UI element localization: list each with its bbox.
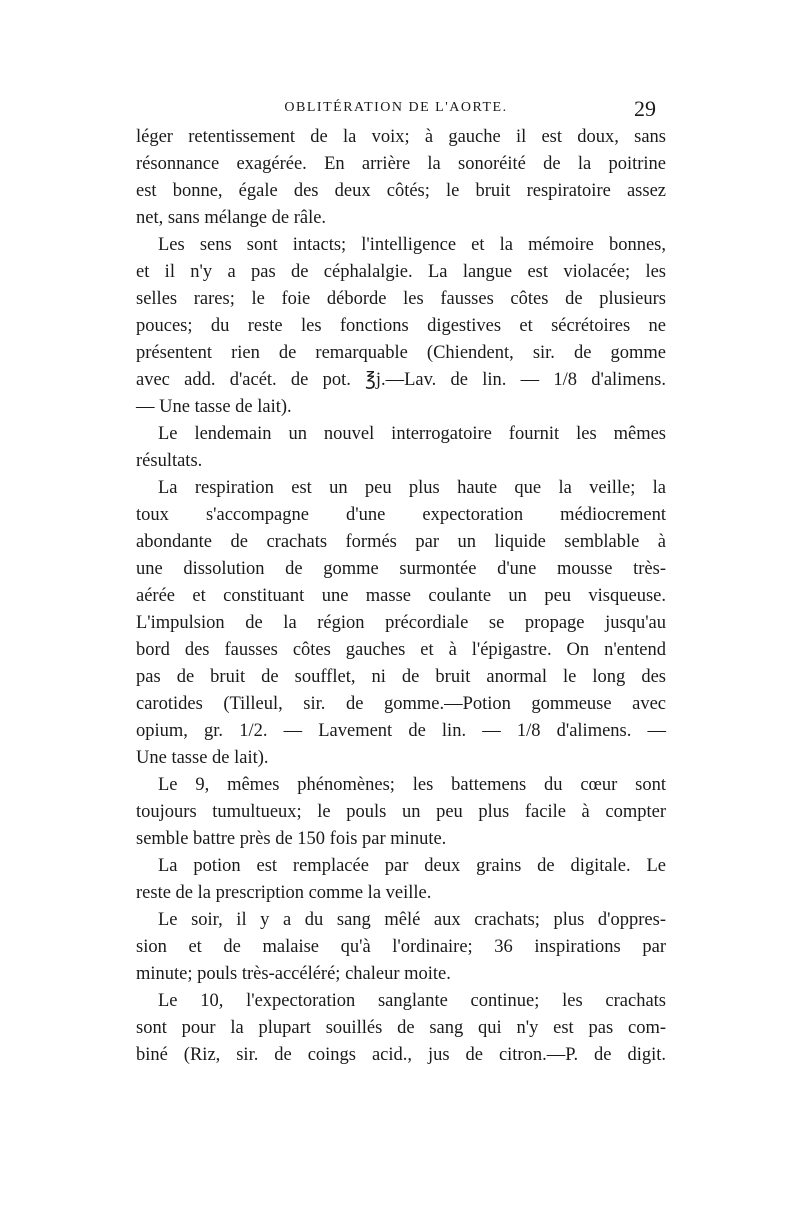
text-line: opium, gr. 1/2. — Lavement de lin. — 1/8 d'alimens. — — [136, 721, 666, 741]
text-line: toux s'accompagne d'une expectoration médiocrement — [136, 505, 666, 525]
running-title: OBLITÉRATION DE L'AORTE. — [284, 100, 508, 115]
text-line: léger retentissement de la voix; à gauche il est doux, sans — [136, 127, 666, 147]
text-line: carotides (Tilleul, sir. de gomme.—Potion gommeuse avec — [136, 694, 666, 714]
text-line: abondante de crachats formés par un liquide semblable à — [136, 532, 666, 552]
text-line: sont pour la plupart souillés de sang qui n'y est pas com- — [136, 1018, 666, 1038]
text-line: — Une tasse de lait). — [136, 397, 292, 417]
text-line: avec add. d'acét. de pot. ℥j.—Lav. de lin. — 1/8 d'alimens. — [136, 370, 666, 390]
text-line: semble battre près de 150 fois par minute. — [136, 829, 447, 849]
text-line: bord des fausses côtes gauches et à l'épigastre. On n'entend — [136, 640, 666, 660]
text-line: Le soir, il y a du sang mêlé aux crachats; plus d'oppres- — [158, 910, 666, 930]
text-line: pas de bruit de soufflet, ni de bruit anormal le long des — [136, 667, 666, 687]
body-text — [136, 124, 666, 1069]
text-line: La respiration est un peu plus haute que la veille; la — [158, 478, 666, 498]
text-line: pouces; du reste les fonctions digestives et sécrétoires ne — [136, 316, 666, 336]
text-line: est bonne, égale des deux côtés; le bruit respiratoire assez — [136, 181, 666, 201]
text-line: L'impulsion de la région précordiale se propage jusqu'au — [136, 613, 666, 633]
text-line: et il n'y a pas de céphalalgie. La langue est violacée; les — [136, 262, 666, 282]
text-line: une dissolution de gomme surmontée d'une mousse très- — [136, 559, 666, 579]
text-line: La potion est remplacée par deux grains de digitale. Le — [158, 856, 666, 876]
text-line: résultats. — [136, 451, 203, 471]
text-line: sion et de malaise qu'à l'ordinaire; 36 inspirations par — [136, 937, 666, 957]
text-line: Le 9, mêmes phénomènes; les battemens du cœur sont — [158, 775, 666, 795]
text-line: Une tasse de lait). — [136, 748, 269, 768]
text-line: toujours tumultueux; le pouls un peu plus facile à compter — [136, 802, 666, 822]
text-line: résonnance exagérée. En arrière la sonoréité de la poitrine — [136, 154, 666, 174]
text-line: minute; pouls très-accéléré; chaleur moite. — [136, 964, 451, 984]
text-line: aérée et constituant une masse coulante un peu visqueuse. — [136, 586, 666, 606]
text-line: selles rares; le foie déborde les fausses côtes de plusieurs — [136, 289, 666, 309]
text-line: Le 10, l'expectoration sanglante continue; les crachats — [158, 991, 666, 1011]
text-line: Le lendemain un nouvel interrogatoire fournit les mêmes — [158, 424, 666, 444]
text-line: reste de la prescription comme la veille. — [136, 883, 432, 903]
text-line: biné (Riz, sir. de coings acid., jus de citron.—P. de digit. — [136, 1045, 666, 1065]
text-line: Les sens sont intacts; l'intelligence et la mémoire bonnes, — [158, 235, 666, 255]
running-head — [136, 96, 656, 124]
text-line: net, sans mélange de râle. — [136, 208, 327, 228]
text-line: présentent rien de remarquable (Chiendent, sir. de gomme — [136, 343, 666, 363]
page-number: 29 — [634, 96, 656, 121]
